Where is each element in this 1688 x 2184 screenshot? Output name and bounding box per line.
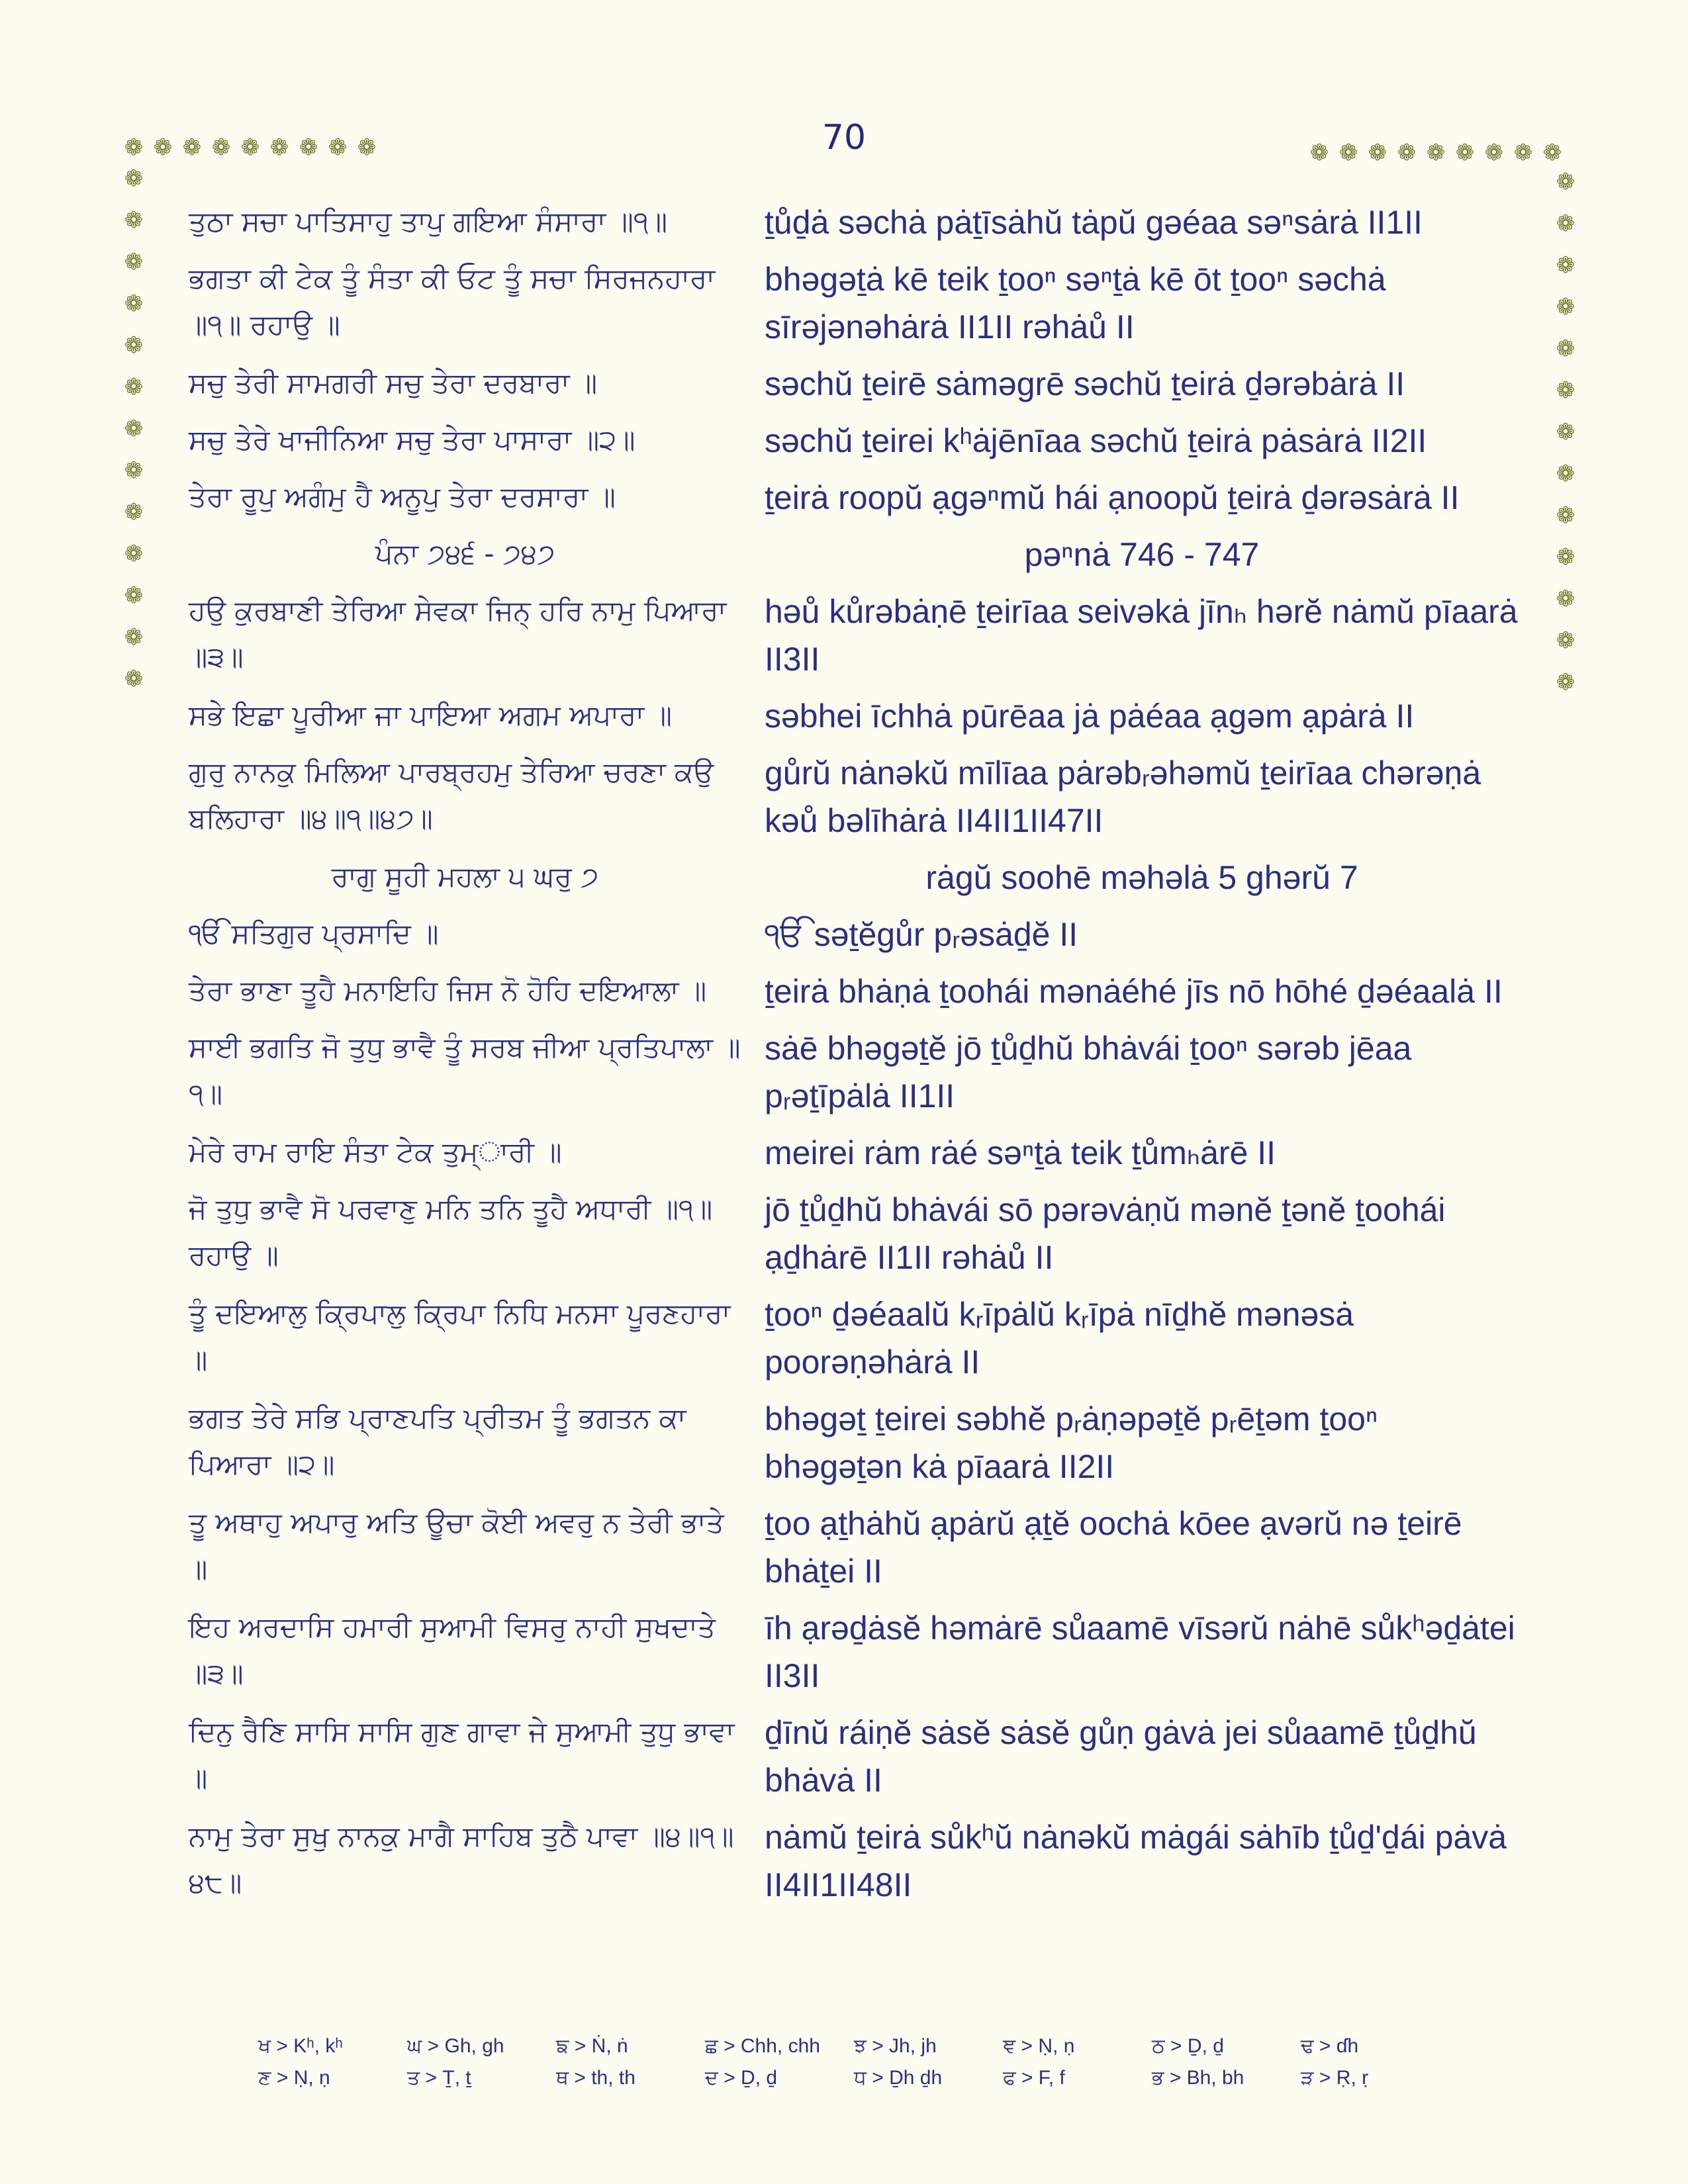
gurmukhi-text: ਭਗਤਾ ਕੀ ਟੇਕ ਤੂੰ ਸੰਤਾ ਕੀ ਓਟ ਤੂੰ ਸਚਾ ਸਿਰਜਨਹਾਰਾ ॥੧॥ ਰਹਾਉ ॥ [189,262,716,341]
flower-ornament-icon: ❁ [211,134,231,161]
transliteration-legend [258,2035,1450,2099]
flower-ornament-icon: ❁ [1556,169,1575,195]
gurmukhi-text: ਤੇਰਾ ਰੂਪੁ ਅਗੰਮੁ ਹੈ ਅਨੂਪੁ ਤੇਰਾ ਦਰਸਾਰਾ ॥ [189,480,616,513]
transliteration-text: həů kůrəbȧṇē ṯeirīaa seivəkȧ jīnₕ hərĕ nȧmŭ pīaarȧ II3II [765,593,1518,678]
flower-ornament-icon: ❁ [299,134,318,161]
legend-entry: ਖ > Kʰ, kʰ [258,2035,343,2057]
flower-ornament-icon: ❁ [124,249,144,275]
flower-ornament-icon: ❁ [1338,140,1358,166]
gurmukhi-text: ਦਿਨੁ ਰੈਣਿ ਸਾਸਿ ਸਾਸਿ ਗੁਣ ਗਾਵਾ ਜੇ ਸੁਆਮੀ ਤੁਧੁ ਭਾਵਾ ॥ [189,1715,735,1794]
flower-ornament-icon: ❁ [1556,294,1575,320]
flower-ornament-icon: ❁ [1368,140,1387,166]
gurmukhi-text: ੴ ਸਤਿਗੁਰ ਪ੍ਰਸਾਦਿ ॥ [189,917,439,950]
flower-ornament-icon: ❁ [1556,627,1575,654]
transliteration-text: meirei rȧm rȧé səⁿṯȧ teik ṯůmₕȧrē II [765,1134,1276,1171]
flower-ornament-icon: ❁ [1556,586,1575,612]
legend-entry: ਙ > Ṅ, ṅ [556,2035,628,2057]
flower-ornament-icon: ❁ [124,134,144,161]
verse-row [189,911,1532,958]
flower-ornament-icon: ❁ [1309,140,1329,166]
verse-row [189,360,1532,408]
legend-entry: ਫ > F, f [1003,2067,1065,2089]
verse-row [189,968,1532,1015]
gurmukhi-text: ਸਾਈ ਭਗਤਿ ਜੋ ਤੁਧੁ ਭਾਵੈ ਤੂੰ ਸਰਬ ਜੀਆ ਪ੍ਰਤਿਪਾਲਾ ॥੧॥ [189,1031,741,1110]
legend-entry: ਦ > Ḏ, ḏ [705,2067,778,2089]
transliteration-text: səchŭ ṯeirei kʰȧjēnīaa səchŭ ṯeirȧ pȧsȧrȧ II2II [765,422,1427,459]
legend-entry: ਭ > Bh, bh [1152,2067,1244,2089]
transliteration-text: sȧē bhəgəṯĕ jō ṯůḏhŭ bhȧvái ṯooⁿ sərəb jēaa pᵣəṯīpȧlȧ II1II [765,1030,1412,1115]
gurmukhi-text: ਮੇਰੇ ਰਾਮ ਰਾਇ ਸੰਤਾ ਟੇਕ ਤੁਮ੍ਾਰੀ ॥ [189,1136,562,1168]
transliteration-text: ṯoo ạṯhȧhŭ ạpȧrŭ ạṯĕ oochȧ kōee ạvərŭ nə ṯeirē bhȧṯei II [765,1505,1462,1590]
legend-entry: ਢ > ɗh [1301,2035,1359,2057]
flower-ornament-icon: ❁ [124,207,144,234]
verse-row [189,1129,1532,1177]
flower-ornament-icon: ❁ [328,134,348,161]
transliteration-text: ṯůḏȧ səchȧ pȧṯīsȧhŭ tȧpŭ gəéaa səⁿsȧrȧ II1II [765,204,1423,241]
gurmukhi-text: ਸਚੁ ਤੇਰੇ ਖਾਜੀਨਿਆ ਸਚੁ ਤੇਰਾ ਪਾਸਾਰਾ ॥੨॥ [189,424,635,456]
transliteration-text: pəⁿnȧ 746 - 747 [1024,536,1260,573]
transliteration-text: gůrŭ nȧnəkŭ mīlīaa pȧrəbᵣəhəmŭ ṯeirīaa chərəṇȧ kəů bəlīhȧrȧ II4II1II47II [765,754,1481,839]
flower-ornament-icon: ❁ [1556,210,1575,237]
transliteration-text: rȧgŭ soohē məhəlȧ 5 ghərŭ 7 [925,859,1358,896]
flower-ornament-icon: ❁ [1556,336,1575,362]
flower-ornament-icon: ❁ [124,582,144,609]
page-number: 70 [821,118,867,158]
flower-ornament-icon: ❁ [1556,461,1575,487]
flower-ornament-icon: ❁ [124,374,144,400]
flower-ornament-icon: ❁ [1556,252,1575,279]
legend-entry: ਤ > Ṯ, ṯ [407,2067,471,2089]
legend-entry: ਥ > th, th [556,2067,635,2089]
transliteration-text: nȧmŭ ṯeirȧ sůkʰŭ nȧnəkŭ mȧgái sȧhīb ṯůḏ'ḏái pȧvȧ II4II1II48II [765,1819,1507,1903]
flower-ornament-icon: ❁ [1542,140,1562,166]
flower-ornament-icon: ❁ [124,666,144,692]
gurmukhi-text: ਗੁਰੁ ਨਾਨਕੁ ਮਿਲਿਆ ਪਾਰਬ੍ਰਹਮੁ ਤੇਰਿਆ ਚਰਣਾ ਕਉ ਬਲਿਹਾਰਾ ॥੪॥੧॥੪੭॥ [189,756,714,835]
verse-row [189,588,1532,683]
flower-ornament-icon: ❁ [1455,140,1475,166]
section-heading-row [189,531,1532,578]
gurmukhi-text: ਇਹ ਅਰਦਾਸਿ ਹਮਾਰੀ ਸੁਆਮੀ ਵਿਸਰੁ ਨਾਹੀ ਸੁਖਦਾਤੇ ॥੩॥ [189,1611,716,1690]
verse-row [189,749,1532,844]
flower-ornament-icon: ❁ [1556,544,1575,570]
flower-ornament-icon: ❁ [1556,419,1575,445]
transliteration-text: ੴ səṯĕgůr pᵣəsȧḏĕ II [765,916,1078,953]
flower-ornament-icon: ❁ [124,416,144,442]
gurmukhi-text: ਨਾਮੁ ਤੇਰਾ ਸੁਖੁ ਨਾਨਕੁ ਮਾਗੈ ਸਾਹਿਬ ਤੁਠੈ ਪਾਵਾ ॥੪॥੧॥੪੮॥ [189,1820,734,1899]
verse-row [189,417,1532,465]
verse-row [189,1395,1532,1490]
verse-row [189,1813,1532,1909]
transliteration-text: bhəgəṯȧ kē teik ṯooⁿ səⁿṯȧ kē ōt ṯooⁿ səchȧ sīrəjənəhȧrȧ II1II rəhȧů II [765,261,1386,345]
flower-ornament-icon: ❁ [124,332,144,359]
flower-ornament-icon: ❁ [124,291,144,317]
flower-ornament-icon: ❁ [182,134,202,161]
flower-ornament-icon: ❁ [357,134,377,161]
transliteration-text: bhəgəṯ ṯeirei səbhĕ pᵣȧṇəpəṯĕ pᵣēṯəm ṯooⁿ bhəgəṯən kȧ pīaarȧ II2II [765,1400,1378,1485]
gurmukhi-text: ਤੂੰ ਦਇਆਲੁ ਕ੍ਰਿਪਾਲੁ ਕ੍ਰਿਪਾ ਨਿਧਿ ਮਨਸਾ ਪੂਰਣਹਾਰਾ ॥ [189,1297,731,1376]
verse-row [189,1500,1532,1595]
gurmukhi-text: ਤੂ ਅਥਾਹੁ ਅਪਾਰੁ ਅਤਿ ਊਚਾ ਕੋਈ ਅਵਰੁ ਨ ਤੇਰੀ ਭਾਤੇ ॥ [189,1506,724,1585]
legend-entry: ਘ > Gh, gh [407,2035,504,2057]
gurmukhi-text: ਭਗਤ ਤੇਰੇ ਸਭਿ ਪ੍ਰਾਣਪਤਿ ਪ੍ਰੀਤਮ ਤੂੰ ਭਗਤਨ ਕਾ ਪਿਆਰਾ ॥੨॥ [189,1402,686,1480]
verse-row [189,1604,1532,1700]
transliteration-text: ṯeirȧ roopŭ ạgəⁿmŭ hái ạnoopŭ ṯeirȧ ḏərəsȧrȧ II [765,479,1460,516]
verse-row [189,255,1532,351]
flower-ornament-icon: ❁ [124,165,144,192]
flower-ornament-icon: ❁ [1426,140,1446,166]
transliteration-text: ḏīnŭ ráiṇĕ sȧsĕ sȧsĕ gůṇ gȧvȧ jei sůaamē ṯůḏhŭ bhȧvȧ II [765,1714,1477,1799]
flower-ornament-icon: ❁ [1556,502,1575,529]
verse-row [189,692,1532,740]
legend-entry: ਣ > Ṇ, ṇ [258,2067,330,2089]
flower-ornament-icon: ❁ [240,134,260,161]
gurmukhi-text: ਸਚੁ ਤੇਰੀ ਸਾਮਗਰੀ ਸਚੁ ਤੇਰਾ ਦਰਬਾਰਾ ॥ [189,367,598,399]
transliteration-text: īh ạrəḏȧsĕ həmȧrē sůaamē vīsərŭ nȧhē sůkʰəḏȧtei II3II [765,1610,1515,1694]
transliteration-text: səbhei īchhȧ pūrēaa jȧ pȧéaa ạgəm ạpȧrȧ II [765,698,1415,735]
gurmukhi-text: ਜੋ ਤੁਧੁ ਭਾਵੈ ਸੋ ਪਰਵਾਣੁ ਮਨਿ ਤਨਿ ਤੂਹੈ ਅਧਾਰੀ ॥੧॥ ਰਹਾਉ ॥ [189,1193,713,1271]
section-heading-row [189,854,1532,901]
verse-table [189,199,1532,1918]
legend-entry: ਞ > Ṇ, ṇ [1003,2035,1075,2057]
flower-ornament-icon: ❁ [124,541,144,567]
transliteration-text: səchŭ ṯeirē sȧməgrē səchŭ ṯeirȧ ḏərəbȧrȧ II [765,365,1405,402]
flower-ornament-icon: ❁ [124,457,144,484]
flower-ornament-icon: ❁ [1556,377,1575,404]
flower-ornament-icon: ❁ [124,499,144,525]
legend-row [258,2035,1450,2058]
gurmukhi-text: ਸਭੇ ਇਛਾ ਪੂਰੀਆ ਜਾ ਪਾਇਆ ਅਗਮ ਅਪਾਰਾ ॥ [189,699,673,731]
gurmukhi-text: ਪੰਨਾ ੭੪੬ - ੭੪੭ [375,537,555,570]
verse-row [189,1186,1532,1281]
flower-ornament-icon: ❁ [1556,669,1575,696]
gurmukhi-text: ਤੇਰਾ ਭਾਣਾ ਤੂਹੈ ਮਨਾਇਹਿ ਜਿਸ ਨੋ ਹੋਹਿ ਦਇਆਲਾ ॥ [189,974,707,1007]
flower-ornament-icon: ❁ [124,624,144,651]
verse-row [189,1709,1532,1804]
transliteration-text: jō ṯůḏhŭ bhȧvái sō pərəvȧṇŭ mənĕ ṯənĕ ṯoohái ạḏhȧrē II1II rəhȧů II [765,1191,1446,1276]
flower-ornament-icon: ❁ [1397,140,1417,166]
verse-row [189,199,1532,246]
gurmukhi-text: ਤੁਠਾ ਸਚਾ ਪਾਤਿਸਾਹੁ ਤਾਪੁ ਗਇਆ ਸੰਸਾਰਾ ॥੧॥ [189,205,667,238]
transliteration-text: ṯeirȧ bhȧṇȧ ṯoohái mənȧéhé jīs nō hōhé ḏəéaalȧ II [765,973,1503,1010]
transliteration-text: ṯooⁿ ḏəéaalŭ kᵣīpȧlŭ kᵣīpȧ nīḏhĕ mənəsȧ poorəṇəhȧrȧ II [765,1296,1354,1381]
flower-ornament-icon: ❁ [153,134,173,161]
verse-row [189,1291,1532,1386]
legend-entry: ਛ > Chh, chh [705,2035,820,2057]
verse-row [189,1024,1532,1120]
gurmukhi-text: ਹਉ ਕੁਰਬਾਣੀ ਤੇਰਿਆ ਸੇਵਕਾ ਜਿਨ੍ ਹਰਿ ਨਾਮੁ ਪਿਆਰਾ ॥੩॥ [189,594,727,673]
legend-entry: ੜ > Ṛ, ṛ [1301,2067,1369,2089]
legend-entry: ਧ > Ḏh ḏh [854,2067,943,2089]
verse-row [189,474,1532,522]
legend-entry: ਠ > Ḏ, ḏ [1152,2035,1224,2057]
flower-ornament-icon: ❁ [269,134,289,161]
gurmukhi-text: ਰਾਗੁ ਸੂਹੀ ਮਹਲਾ ੫ ਘਰੁ ੭ [331,860,599,893]
flower-ornament-icon: ❁ [1513,140,1533,166]
legend-entry: ਝ > Jh, jh [854,2035,937,2057]
flower-ornament-icon: ❁ [1484,140,1504,166]
legend-row [258,2067,1450,2089]
